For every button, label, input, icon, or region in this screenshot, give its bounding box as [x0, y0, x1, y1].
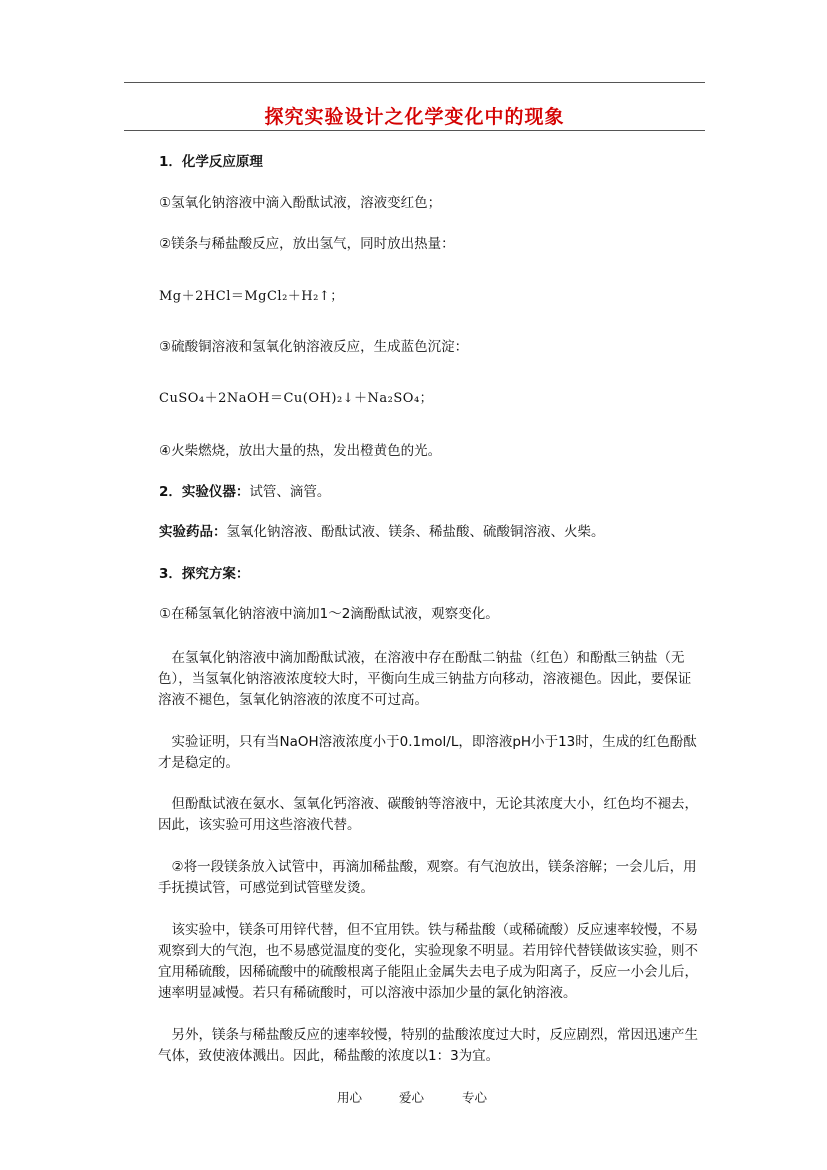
page-footer	[0, 1088, 827, 1108]
plan-item-1: ①在稀氢氧化钠溶液中滴加1～2滴酚酞试液，观察变化。	[159, 606, 499, 622]
plan-paragraph-5: 另外，镁条与稀盐酸反应的速率较慢，特别的盐酸浓度过大时，反应剧烈，常因迅速产生气体，致使液体溅出。因此，稀盐酸的浓度以1：3为宜。	[158, 1027, 698, 1064]
apparatus-line	[159, 482, 705, 503]
apparatus-text: 试管、滴管。	[249, 484, 331, 500]
formula-mg-hcl: Mg＋2HCl＝MgCl₂＋H₂↑；	[159, 289, 344, 304]
principle-item-3: ③硫酸铜溶液和氢氧化钠溶液反应，生成蓝色沉淀：	[159, 339, 469, 355]
footer-right: 专心	[462, 1090, 488, 1105]
principle-item-4: ④火柴燃烧，放出大量的热，发出橙黄色的光。	[159, 443, 442, 459]
section-heading-1: 1．化学反应原理	[159, 154, 263, 170]
formula-cuso4-naoh: CuSO₄＋2NaOH＝Cu(OH)₂↓＋Na₂SO₄；	[159, 391, 434, 406]
plan-paragraph-4: 该实验中，镁条可用锌代替，但不宜用铁。铁与稀盐酸（或稀硫酸）反应速率较慢，不易观察到大的气泡，也不易感觉温度的变化，实验现象不明显。若用锌代替镁做该实验，则不宜用稀硫酸，因稀硫酸中的硫酸根离子能阻止金属失去电子成为阳离子，反应一小会儿后，速率明显减慢。若只有稀硫酸时，可以溶液中添加少量的氯化钠溶液。	[158, 922, 698, 1001]
reagents-text: 氢氧化钠溶液、酚酞试液、镁条、稀盐酸、硫酸铜溶液、火柴。	[226, 524, 605, 540]
section-heading-3: 3．探究方案：	[159, 566, 250, 582]
plan-paragraph-1: 在氢氧化钠溶液中滴加酚酞试液，在溶液中存在酚酞二钠盐（红色）和酚酞三钠盐（无色），当氢氧化钠溶液浓度较大时，平衡向生成三钠盐方向移动，溶液褪色。因此，要保证溶液不褪色，氢氧化钠溶液的浓度不可过高。	[158, 650, 692, 708]
plan-paragraph-3: 但酚酞试液在氨水、氢氧化钙溶液、碳酸钠等溶液中，无论其浓度大小，红色均不褪去，因此，该实验可用这些溶液代替。	[158, 796, 698, 833]
footer-middle: 爱心	[399, 1090, 425, 1105]
principle-item-2: ②镁条与稀盐酸反应，放出氢气，同时放出热量：	[159, 236, 455, 252]
apparatus-label: 2．实验仪器：	[159, 484, 250, 500]
plan-item-2: ②将一段镁条放入试管中，再滴加稀盐酸，观察。有气泡放出，镁条溶解；一会儿后，用手抚摸试管，可感觉到试管壁发烫。	[158, 859, 697, 896]
top-rule	[124, 82, 705, 83]
reagents-line	[159, 522, 705, 543]
plan-paragraph-2: 实验证明，只有当NaOH溶液浓度小于0.1mol/L，即溶液pH小于13时，生成的红色酚酞才是稳定的。	[158, 734, 697, 771]
document-title: 探究实验设计之化学变化中的现象	[264, 106, 565, 128]
footer-left: 用心	[337, 1090, 363, 1105]
reagents-label: 实验药品：	[159, 524, 227, 540]
principle-item-1: ①氢氧化钠溶液中滴入酚酞试液，溶液变红色；	[159, 195, 442, 211]
title-rule	[124, 130, 705, 131]
